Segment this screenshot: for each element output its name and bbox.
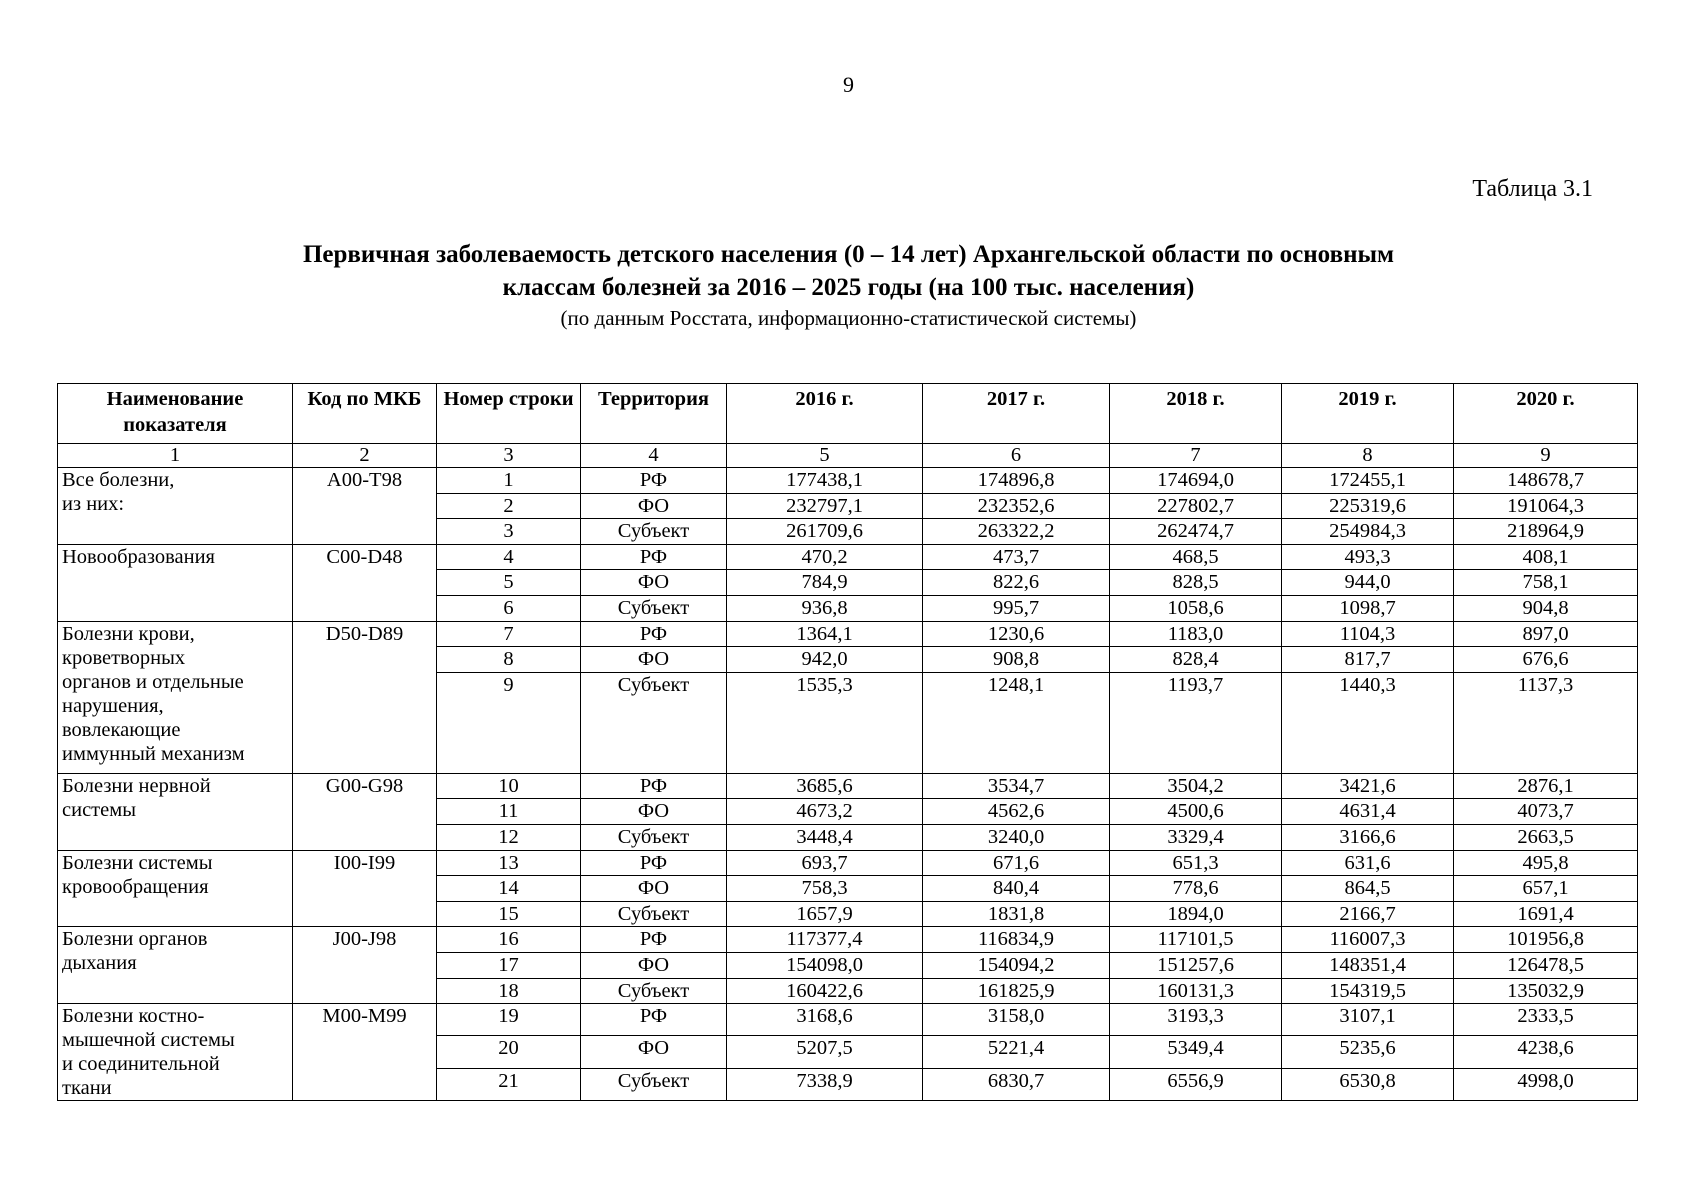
line-number: 15 [437,901,581,927]
line-number: 20 [437,1036,581,1068]
value-2020: 2333,5 [1454,1004,1638,1036]
value-2019: 817,7 [1282,647,1454,673]
icd-code: D50-D89 [293,621,437,773]
value-2019: 154319,5 [1282,978,1454,1004]
line-number: 2 [437,493,581,519]
territory: ФО [581,799,727,825]
value-2019: 3107,1 [1282,1004,1454,1036]
line-number: 8 [437,647,581,673]
territory: Субъект [581,595,727,621]
value-2019: 3421,6 [1282,773,1454,799]
value-2018: 1183,0 [1110,621,1282,647]
indicator-name: Болезни крови, кроветворных органов и отдельные нарушения, вовлекающие иммунный механизм [58,621,293,773]
column-number: 6 [923,444,1110,468]
header-2016: 2016 г. [727,384,923,444]
territory: РФ [581,621,727,647]
line-number: 18 [437,978,581,1004]
table-title [0,238,1697,332]
value-2020: 218964,9 [1454,519,1638,545]
territory: Субъект [581,672,727,773]
value-2018: 6556,9 [1110,1068,1282,1100]
territory: РФ [581,850,727,876]
territory: РФ [581,1004,727,1036]
value-2019: 2166,7 [1282,901,1454,927]
value-2020: 126478,5 [1454,952,1638,978]
value-2017: 822,6 [923,570,1110,596]
icd-code: C00-D48 [293,544,437,621]
value-2020: 191064,3 [1454,493,1638,519]
line-number: 19 [437,1004,581,1036]
value-2019: 148351,4 [1282,952,1454,978]
value-2017: 3534,7 [923,773,1110,799]
value-2016: 5207,5 [727,1036,923,1068]
value-2018: 262474,7 [1110,519,1282,545]
indicator-name: Болезни органов дыхания [58,927,293,1004]
value-2018: 1894,0 [1110,901,1282,927]
value-2017: 1831,8 [923,901,1110,927]
icd-code: G00-G98 [293,773,437,850]
header-code: Код по МКБ [293,384,437,444]
value-2020: 1137,3 [1454,672,1638,773]
value-2016: 232797,1 [727,493,923,519]
value-2017: 174896,8 [923,468,1110,494]
value-2020: 2663,5 [1454,824,1638,850]
line-number: 3 [437,519,581,545]
value-2019: 864,5 [1282,876,1454,902]
header-line: Номер строки [437,384,581,444]
value-2020: 676,6 [1454,647,1638,673]
line-number: 9 [437,672,581,773]
header-2018: 2018 г. [1110,384,1282,444]
table-row [58,773,1638,799]
value-2019: 4631,4 [1282,799,1454,825]
value-2016: 1657,9 [727,901,923,927]
table-label: Таблица 3.1 [1472,176,1593,202]
value-2020: 4073,7 [1454,799,1638,825]
indicator-name: Болезни системы кровообращения [58,850,293,927]
value-2019: 944,0 [1282,570,1454,596]
territory: РФ [581,927,727,953]
title-line-2: классам болезней за 2016 – 2025 годы (на 100 тыс. населения) [502,274,1195,301]
value-2017: 116834,9 [923,927,1110,953]
indicator-name: Болезни нервной системы [58,773,293,850]
value-2020: 904,8 [1454,595,1638,621]
value-2016: 1535,3 [727,672,923,773]
value-2018: 828,5 [1110,570,1282,596]
column-number: 9 [1454,444,1638,468]
header-row [58,384,1638,444]
value-2016: 3685,6 [727,773,923,799]
value-2020: 4238,6 [1454,1036,1638,1068]
line-number: 13 [437,850,581,876]
territory: Субъект [581,978,727,1004]
value-2017: 3240,0 [923,824,1110,850]
territory: ФО [581,952,727,978]
value-2020: 897,0 [1454,621,1638,647]
value-2019: 116007,3 [1282,927,1454,953]
value-2017: 1248,1 [923,672,1110,773]
value-2016: 936,8 [727,595,923,621]
line-number: 5 [437,570,581,596]
value-2016: 3448,4 [727,824,923,850]
value-2017: 671,6 [923,850,1110,876]
territory: Субъект [581,519,727,545]
line-number: 1 [437,468,581,494]
value-2017: 840,4 [923,876,1110,902]
value-2018: 1193,7 [1110,672,1282,773]
value-2018: 174694,0 [1110,468,1282,494]
value-2019: 172455,1 [1282,468,1454,494]
value-2016: 1364,1 [727,621,923,647]
value-2018: 1058,6 [1110,595,1282,621]
value-2020: 135032,9 [1454,978,1638,1004]
table-row [58,544,1638,570]
value-2020: 2876,1 [1454,773,1638,799]
value-2019: 1104,3 [1282,621,1454,647]
value-2016: 261709,6 [727,519,923,545]
page-number: 9 [843,72,854,97]
header-territory: Территория [581,384,727,444]
value-2020: 408,1 [1454,544,1638,570]
value-2017: 3158,0 [923,1004,1110,1036]
value-2020: 4998,0 [1454,1068,1638,1100]
column-number: 1 [58,444,293,468]
indicator-name: Все болезни, из них: [58,468,293,545]
value-2019: 631,6 [1282,850,1454,876]
value-2017: 154094,2 [923,952,1110,978]
value-2016: 177438,1 [727,468,923,494]
value-2019: 1098,7 [1282,595,1454,621]
column-number: 2 [293,444,437,468]
territory: ФО [581,1036,727,1068]
value-2018: 5349,4 [1110,1036,1282,1068]
value-2020: 758,1 [1454,570,1638,596]
territory: ФО [581,570,727,596]
territory: ФО [581,493,727,519]
value-2018: 828,4 [1110,647,1282,673]
value-2016: 160422,6 [727,978,923,1004]
column-number: 5 [727,444,923,468]
icd-code: A00-T98 [293,468,437,545]
header-2017: 2017 г. [923,384,1110,444]
table-row [58,927,1638,953]
value-2018: 468,5 [1110,544,1282,570]
value-2016: 693,7 [727,850,923,876]
column-number-row [58,444,1638,468]
value-2017: 473,7 [923,544,1110,570]
icd-code: I00-I99 [293,850,437,927]
column-number: 7 [1110,444,1282,468]
value-2018: 778,6 [1110,876,1282,902]
value-2016: 4673,2 [727,799,923,825]
value-2018: 3504,2 [1110,773,1282,799]
value-2020: 148678,7 [1454,468,1638,494]
title-source: (по данным Росстата, информационно-статистической системы) [560,306,1137,330]
value-2017: 5221,4 [923,1036,1110,1068]
value-2018: 3193,3 [1110,1004,1282,1036]
line-number: 17 [437,952,581,978]
value-2019: 493,3 [1282,544,1454,570]
morbidity-table [57,383,1638,1101]
value-2017: 995,7 [923,595,1110,621]
value-2016: 758,3 [727,876,923,902]
territory: РФ [581,773,727,799]
column-number: 3 [437,444,581,468]
line-number: 16 [437,927,581,953]
territory: Субъект [581,1068,727,1100]
value-2016: 3168,6 [727,1004,923,1036]
value-2018: 160131,3 [1110,978,1282,1004]
line-number: 12 [437,824,581,850]
value-2020: 1691,4 [1454,901,1638,927]
value-2018: 651,3 [1110,850,1282,876]
column-number: 4 [581,444,727,468]
line-number: 11 [437,799,581,825]
line-number: 14 [437,876,581,902]
value-2018: 4500,6 [1110,799,1282,825]
value-2020: 657,1 [1454,876,1638,902]
line-number: 10 [437,773,581,799]
territory: РФ [581,468,727,494]
value-2017: 161825,9 [923,978,1110,1004]
column-number: 8 [1282,444,1454,468]
value-2016: 470,2 [727,544,923,570]
value-2016: 154098,0 [727,952,923,978]
table-row [58,850,1638,876]
territory: ФО [581,876,727,902]
line-number: 7 [437,621,581,647]
value-2018: 151257,6 [1110,952,1282,978]
value-2020: 101956,8 [1454,927,1638,953]
line-number: 21 [437,1068,581,1100]
value-2017: 232352,6 [923,493,1110,519]
territory: ФО [581,647,727,673]
icd-code: M00-M99 [293,1004,437,1101]
territory: Субъект [581,901,727,927]
header-name: Наименование показателя [58,384,293,444]
value-2016: 784,9 [727,570,923,596]
value-2019: 254984,3 [1282,519,1454,545]
value-2016: 7338,9 [727,1068,923,1100]
value-2019: 225319,6 [1282,493,1454,519]
icd-code: J00-J98 [293,927,437,1004]
value-2017: 4562,6 [923,799,1110,825]
line-number: 4 [437,544,581,570]
table-row [58,468,1638,494]
value-2016: 117377,4 [727,927,923,953]
value-2019: 3166,6 [1282,824,1454,850]
table-body [58,444,1638,1101]
indicator-name: Болезни костно- мышечной системы и соединительной ткани [58,1004,293,1101]
value-2017: 263322,2 [923,519,1110,545]
value-2019: 5235,6 [1282,1036,1454,1068]
value-2019: 6530,8 [1282,1068,1454,1100]
territory: РФ [581,544,727,570]
value-2017: 1230,6 [923,621,1110,647]
header-2019: 2019 г. [1282,384,1454,444]
value-2016: 942,0 [727,647,923,673]
line-number: 6 [437,595,581,621]
value-2018: 117101,5 [1110,927,1282,953]
title-line-1: Первичная заболеваемость детского населения (0 – 14 лет) Архангельской области по основным [302,241,1395,268]
indicator-name: Новообразования [58,544,293,621]
value-2017: 6830,7 [923,1068,1110,1100]
header-2020: 2020 г. [1454,384,1638,444]
value-2020: 495,8 [1454,850,1638,876]
territory: Субъект [581,824,727,850]
value-2019: 1440,3 [1282,672,1454,773]
table-row [58,621,1638,647]
value-2017: 908,8 [923,647,1110,673]
value-2018: 227802,7 [1110,493,1282,519]
value-2018: 3329,4 [1110,824,1282,850]
table-row [58,1004,1638,1036]
